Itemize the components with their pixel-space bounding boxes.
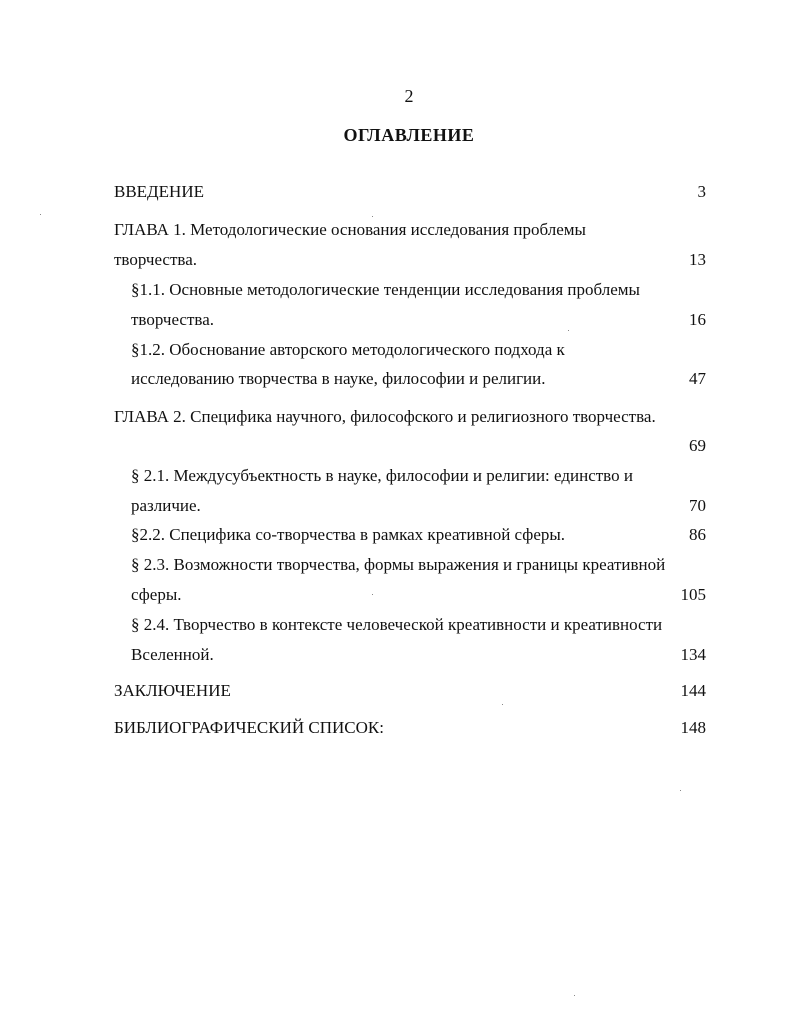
toc-entry-text-line1: § 2.1. Междусубъектность в науке, философии и религии: единство и [131,466,633,485]
scan-speck [574,995,575,996]
toc-page-number: 13 [689,250,706,269]
toc-entry-text-line1: § 2.3. Возможности творчества, формы выражения и границы креативной [131,555,666,574]
toc-entry-text-line2: исследованию творчества в науке, философии и религии. [131,369,546,388]
toc-page-number: 86 [689,525,706,544]
toc-entry-text-line2: сферы. [131,585,182,604]
toc-entry-text-line2: Вселенной. [131,645,214,664]
toc-title: ОГЛАВЛЕНИЕ [343,125,475,145]
toc-entry-text: ВВЕДЕНИЕ [114,182,204,201]
toc-page-number: 16 [689,310,706,329]
toc-entry-text-line1: §1.1. Основные методологические тенденции исследования проблемы [131,280,640,299]
toc-entry-text-line1: §1.2. Обоснование авторского методологического подхода к [131,340,565,359]
toc-entry-text-line1: § 2.4. Творчество в контексте человеческой креативности и креативности [131,615,663,634]
toc-page-number: 3 [697,182,706,201]
toc-entry-text: БИБЛИОГРАФИЧЕСКИЙ СПИСОК: [114,718,384,737]
scan-speck [502,704,503,705]
toc-entry-text-line2: творчества. [131,310,215,329]
toc-entry-text-line1: §2.2. Специфика со-творчества в рамках креативной сферы. [131,525,566,544]
scan-speck [372,216,373,217]
toc-entry-text-line2: творчества. [114,250,198,269]
scan-speck [40,214,41,215]
toc-entry-text-line1: ГЛАВА 1. Методологические основания исследования проблемы [114,220,586,239]
toc-page-number: 47 [689,369,706,388]
page-number: 2 [404,86,414,106]
toc-page-number: 148 [680,718,706,737]
scan-speck [680,790,681,791]
toc-entry-text-line2: различие. [131,496,201,515]
scan-speck [372,594,373,595]
toc-entry-text-line1: ГЛАВА 2. Специфика научного, философского и религиозного творчества. [114,407,656,426]
toc-page-number: 69 [689,436,706,455]
scan-speck [568,330,569,331]
toc-entry-text: ЗАКЛЮЧЕНИЕ [114,681,231,700]
toc-page-number: 105 [680,585,706,604]
toc-page-number: 134 [680,645,706,664]
toc-page-number: 70 [689,496,706,515]
toc-page-number: 144 [680,681,706,700]
